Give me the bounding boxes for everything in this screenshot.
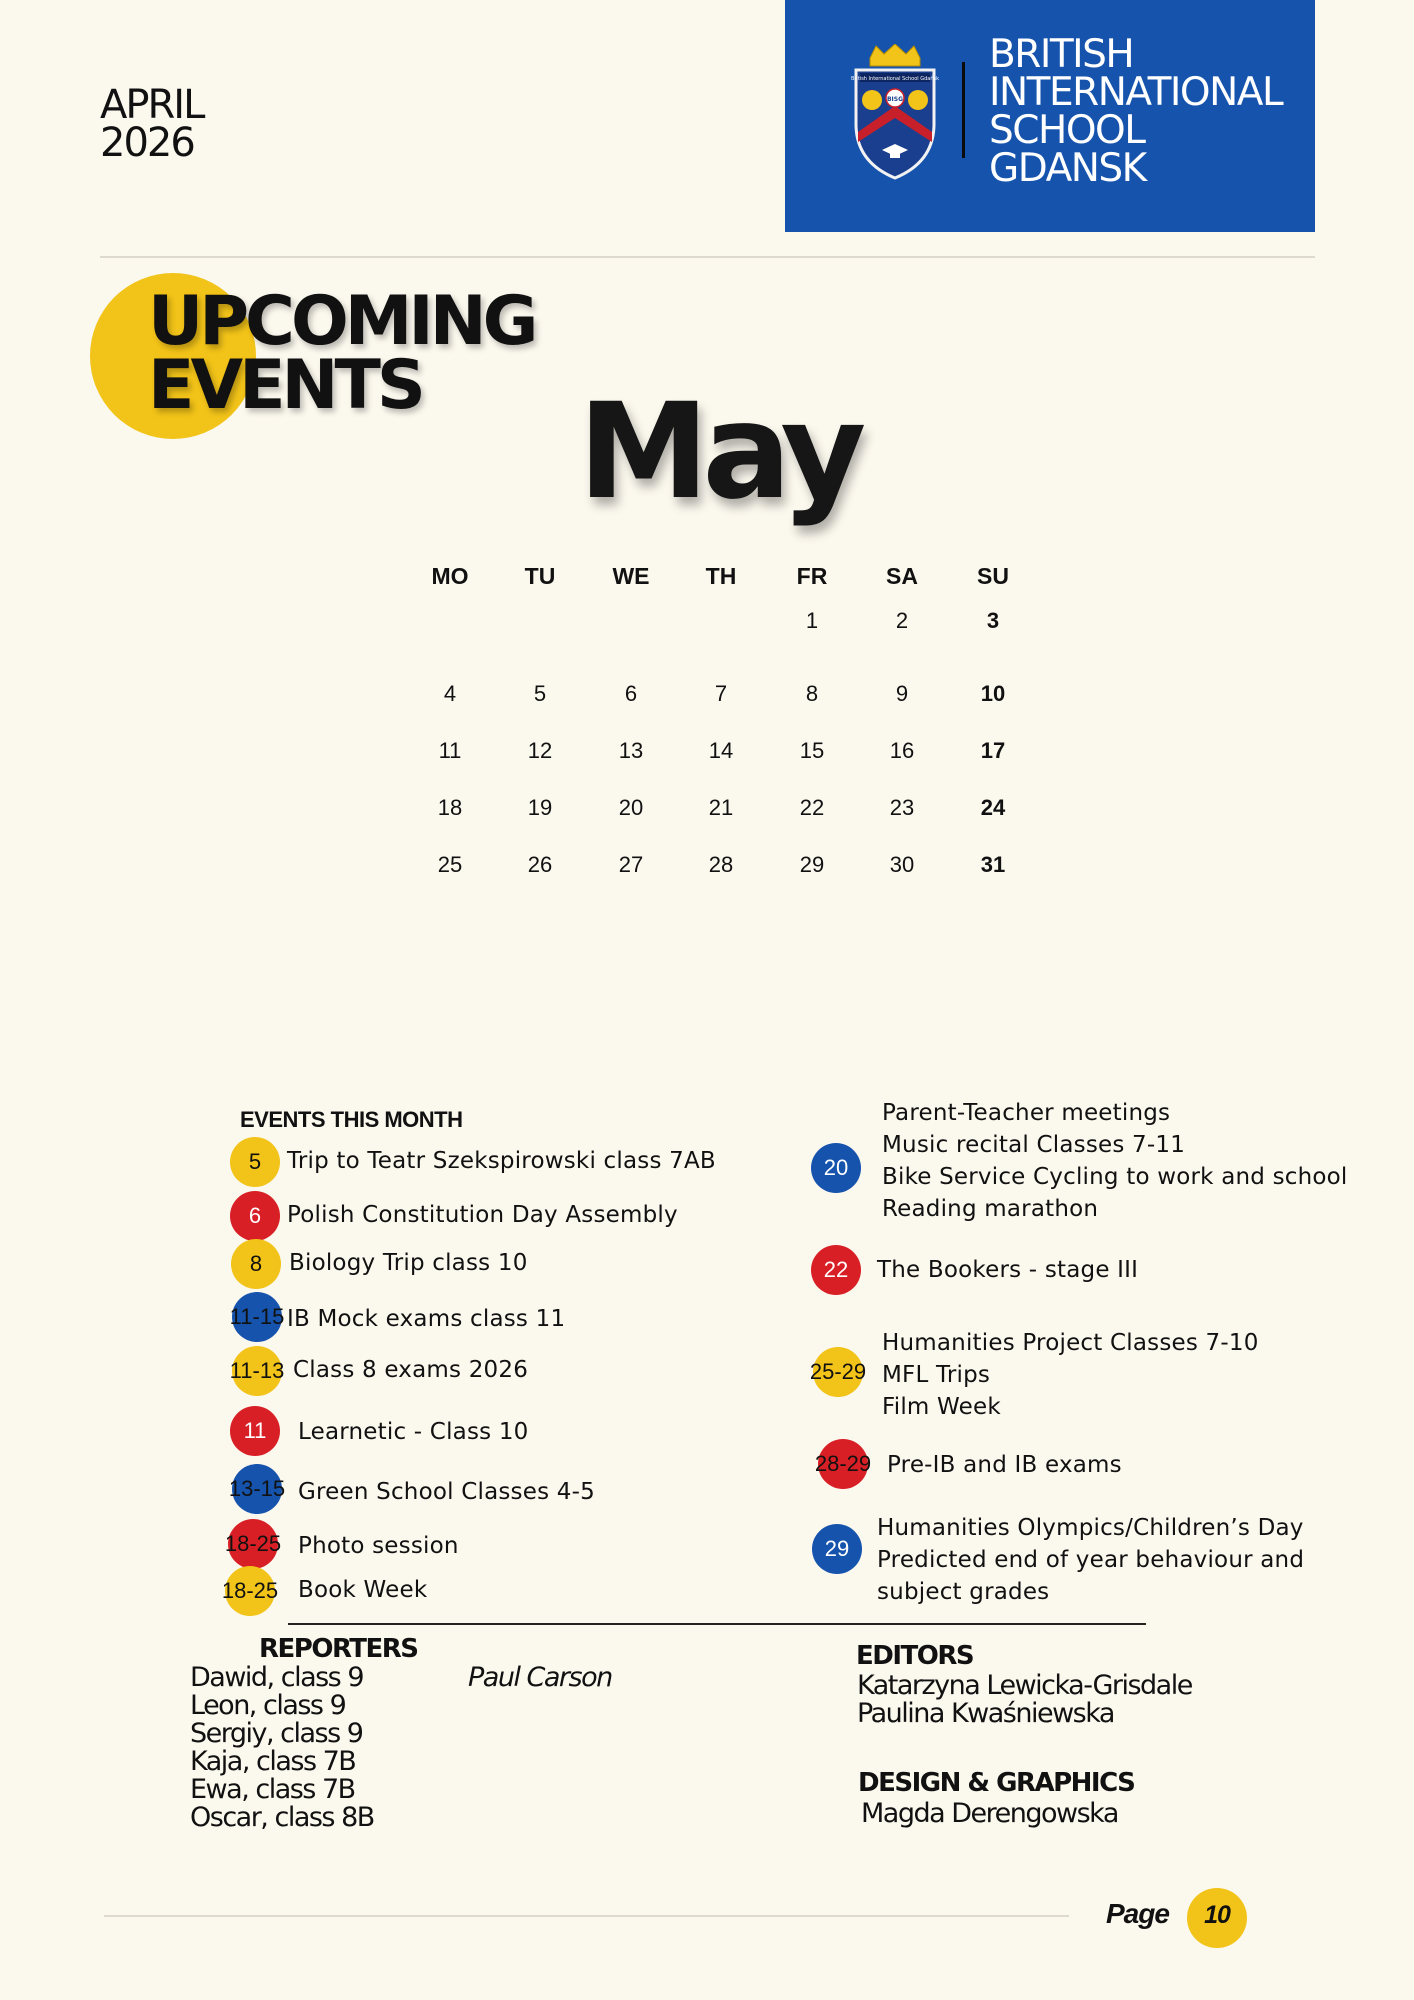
calendar-day: 8: [805, 681, 819, 706]
event-description: [287, 1303, 565, 1335]
school-crest-icon: [850, 44, 940, 180]
event-line: Class 8 exams 2026: [293, 1357, 529, 1383]
event-description: [298, 1416, 529, 1448]
calendar-day: 29: [799, 852, 825, 877]
event-date: 6: [248, 1203, 262, 1228]
events-heading: EVENTS THIS MONTH: [240, 1107, 463, 1132]
calendar-day: 5: [533, 681, 547, 706]
event-line: Humanities Project Classes 7-10: [882, 1330, 1259, 1356]
event-date: 11-13: [229, 1358, 285, 1383]
calendar-day: 3: [986, 608, 1000, 633]
editor-name: Paulina Kwaśniewska: [857, 1698, 1114, 1729]
calendar-day: 9: [895, 681, 909, 706]
event-description: [289, 1247, 528, 1279]
calendar-day: 2: [895, 608, 909, 633]
footer-divider: [104, 1915, 1069, 1917]
school-name: [989, 32, 1283, 191]
header-divider: [100, 256, 1315, 258]
event-date: 11: [243, 1418, 267, 1443]
event-date: 18-25: [221, 1578, 279, 1603]
calendar-day: 6: [624, 681, 638, 706]
issue-date: [100, 82, 204, 166]
event-description: [287, 1199, 678, 1231]
event-line: Polish Constitution Day Assembly: [287, 1202, 678, 1228]
weekday-header-fr: FR: [796, 563, 828, 589]
event-date: 22: [823, 1257, 849, 1282]
school-name-line-4: GDANSK: [989, 146, 1146, 191]
event-description: [887, 1449, 1122, 1481]
calendar-day: 7: [714, 681, 728, 706]
event-description: [877, 1254, 1138, 1286]
event-line: Film Week: [882, 1394, 1001, 1420]
event-description: [287, 1145, 716, 1177]
reporters-heading: REPORTERS: [259, 1634, 418, 1664]
calendar-day: 24: [980, 795, 1006, 820]
weekday-header-th: TH: [705, 563, 737, 589]
reporter-name: Oscar, class 8B: [190, 1802, 374, 1833]
event-line: Learnetic - Class 10: [298, 1419, 529, 1445]
weekday-header-sa: SA: [886, 563, 918, 589]
calendar-day: 25: [437, 852, 463, 877]
event-date: 28-29: [814, 1451, 872, 1476]
event-line: Predicted end of year behaviour and: [877, 1547, 1305, 1573]
calendar-day: 4: [443, 681, 457, 706]
designer-name: Magda Derengowska: [861, 1798, 1118, 1829]
editors-list: [857, 1672, 1192, 1728]
section-title-line-1: UPCOMING: [148, 282, 535, 361]
calendar-day: 23: [889, 795, 915, 820]
page-number: 10: [1204, 1901, 1230, 1929]
reporter-name: Dawid, class 9: [190, 1662, 364, 1693]
calendar-day: 1: [805, 608, 819, 633]
event-line: subject grades: [877, 1579, 1050, 1605]
event-date: 18-25: [224, 1531, 282, 1556]
reporter-name: Sergiy, class 9: [190, 1718, 363, 1749]
event-date: 11-15: [229, 1304, 285, 1329]
calendar-day: 13: [618, 738, 644, 763]
event-line: Bike Service Cycling to work and school: [882, 1164, 1348, 1190]
calendar-day: 26: [527, 852, 553, 877]
event-description: [882, 1327, 1259, 1423]
event-date: 29: [824, 1536, 850, 1561]
calendar-month-title: May: [578, 375, 860, 529]
event-line: Pre-IB and IB exams: [887, 1452, 1122, 1478]
weekday-header-we: WE: [612, 563, 650, 589]
banner-divider: [962, 62, 965, 158]
calendar-day: 17: [980, 738, 1006, 763]
events-divider: [288, 1623, 1146, 1625]
weekday-header-tu: TU: [524, 563, 556, 589]
weekday-header-su: SU: [977, 563, 1009, 589]
event-line: IB Mock exams class 11: [287, 1306, 566, 1332]
reporter-name: Kaja, class 7B: [190, 1746, 356, 1777]
calendar-day: 30: [889, 852, 915, 877]
issue-year: 2026: [100, 120, 194, 166]
issue-month: APRIL: [100, 82, 204, 128]
reporter-name: Ewa, class 7B: [190, 1774, 355, 1805]
event-line: Reading marathon: [882, 1196, 1099, 1222]
section-title: [148, 282, 535, 425]
event-line: Parent-Teacher meetings: [882, 1100, 1171, 1126]
event-line: The Bookers - stage III: [877, 1257, 1139, 1283]
event-line: Green School Classes 4-5: [298, 1479, 595, 1505]
calendar-day: 14: [708, 738, 734, 763]
event-description: [298, 1574, 427, 1606]
school-name-line-2: INTERNATIONAL: [989, 70, 1283, 115]
event-date: 13-15: [228, 1476, 286, 1501]
event-date: 25-29: [809, 1359, 867, 1384]
event-line: Biology Trip class 10: [289, 1250, 528, 1276]
event-description: [298, 1476, 595, 1508]
calendar-day: 15: [799, 738, 825, 763]
editor-name: Katarzyna Lewicka-Grisdale: [857, 1670, 1192, 1701]
event-line: Humanities Olympics/Children’s Day: [877, 1515, 1304, 1541]
event-line: Photo session: [298, 1533, 459, 1559]
calendar-day: 27: [618, 852, 644, 877]
editors-heading: EDITORS: [856, 1641, 974, 1671]
event-date: 8: [249, 1251, 263, 1276]
school-name-line-1: BRITISH: [989, 32, 1134, 77]
calendar-day: 31: [980, 852, 1006, 877]
reporter-extra: Paul Carson: [468, 1662, 612, 1693]
calendar-day: 16: [889, 738, 915, 763]
event-line: Trip to Teatr Szekspirowski class 7AB: [287, 1148, 716, 1174]
school-name-line-3: SCHOOL: [989, 108, 1145, 153]
event-description: [298, 1530, 459, 1562]
crest-caption: British International School Gdańsk: [850, 76, 940, 82]
reporter-name: Leon, class 9: [190, 1690, 346, 1721]
event-line: MFL Trips: [882, 1362, 991, 1388]
design-heading: DESIGN & GRAPHICS: [858, 1768, 1135, 1798]
event-description: [877, 1512, 1304, 1608]
calendar-day: 10: [980, 681, 1006, 706]
weekday-header-mo: MO: [431, 563, 469, 589]
calendar-day: 11: [438, 738, 462, 763]
crest-monogram: BISG: [886, 96, 904, 103]
calendar-day: 28: [708, 852, 734, 877]
event-description: [293, 1354, 528, 1386]
calendar-day: 18: [437, 795, 463, 820]
page-label: Page: [1106, 1898, 1169, 1929]
calendar-day: 12: [527, 738, 553, 763]
calendar-day: 22: [799, 795, 825, 820]
event-line: Book Week: [298, 1577, 428, 1603]
event-description: [882, 1097, 1348, 1225]
event-date: 5: [248, 1149, 262, 1174]
section-title-line-2: EVENTS: [148, 346, 422, 425]
calendar-day: 20: [618, 795, 644, 820]
calendar-day: 19: [527, 795, 553, 820]
event-date: 20: [823, 1155, 849, 1180]
calendar-day: 21: [708, 795, 734, 820]
event-line: Music recital Classes 7-11: [882, 1132, 1186, 1158]
reporters-list: [190, 1664, 374, 1832]
